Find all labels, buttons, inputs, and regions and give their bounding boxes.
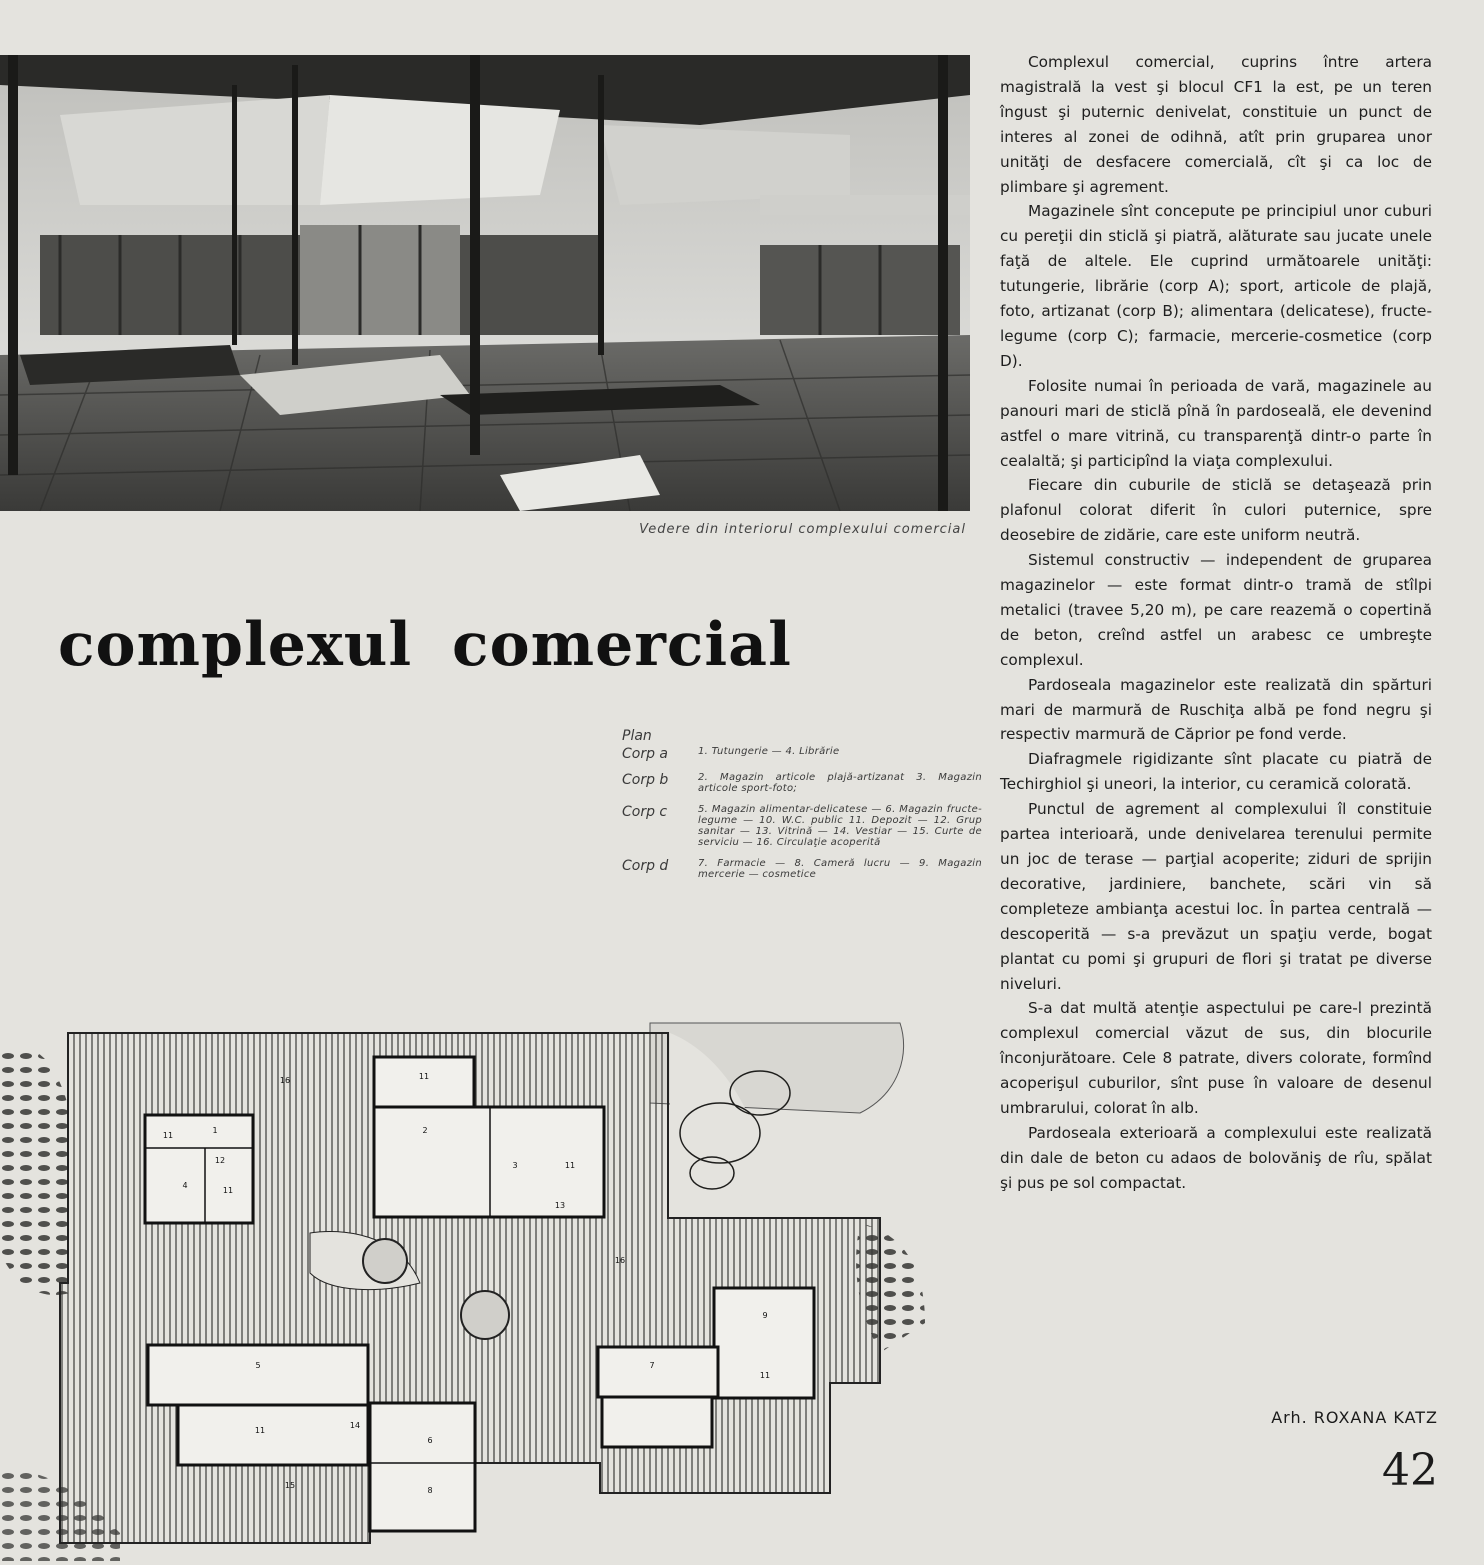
legend-corp: Corp c bbox=[622, 804, 668, 820]
article-paragraph: Punctul de agrement al complexului îl constituie partea interioară, unde denivelarea terenului permite un joc de terase — parţial acoperite; ziduri de sprijin decorative, jardiniere, banchete, scări vin să completeze ambianţa acestui loc. În partea centrală — descoperită — s-a prevăzut un spaţiu verde, bogat plantat cu pomi şi grupuri de flori şi tratat pe diverse niveluri. bbox=[1000, 800, 1432, 993]
article-paragraph: Magazinele sînt concepute pe principiul unor cuburi cu pereţii din sticlă şi piatră, alăturate sau jucate unele faţă de altele. Ele cuprind următoarele unităţi: tutungerie, librărie (corp A); sport, articole de plajă, foto, artizanat (corp B); alimentara (delicatese), fructe-legume (corp C); farmacie, mercerie-cosmetice (corp D). bbox=[1000, 202, 1432, 370]
legend-corp: Corp d bbox=[622, 858, 669, 874]
plan-room-label: 11 bbox=[759, 1371, 771, 1380]
site-plan-drawing bbox=[0, 993, 925, 1561]
plan-room-label: 6 bbox=[427, 1436, 433, 1445]
legend-row bbox=[622, 746, 982, 762]
article-paragraph: Pardoseala exterioară a complexului este realizată din dale de beton cu adaos de bolovăniş de rîu, spălat şi pus pe sol compactat. bbox=[1000, 1123, 1432, 1192]
legend-description: 2. Magazin articole plajă-artizanat 3. Magazin articole sport-foto; bbox=[698, 772, 982, 794]
plan-room-label: 13 bbox=[554, 1201, 566, 1210]
plan-room-label: 11 bbox=[222, 1186, 234, 1195]
photo-caption: Vedere din interiorul complexului comercial bbox=[639, 522, 966, 537]
plan-room-label: 11 bbox=[254, 1426, 266, 1435]
legend-description: 5. Magazin alimentar-delicatese — 6. Magazin fructe-legume — 10. W.C. public 11. Depozit — 12. Grup sanitar — 13. Vitrină — 14. Vestiar — 15. Curte de serviciu — 16. Circulaţie acoperită bbox=[698, 804, 982, 848]
plan-room-label: 1 bbox=[212, 1126, 218, 1135]
legend-row bbox=[622, 804, 982, 848]
plan-room-label: 3 bbox=[512, 1161, 518, 1170]
article-paragraph: Folosite numai în perioada de vară, magazinele au panouri mari de sticlă pînă în pardoseală, ele devenind astfel o mare vitrină, cu transparenţă dintr-o parte în cealaltă; şi participînd la viaţa complexului. bbox=[1000, 376, 1432, 470]
plan-room-label: 12 bbox=[214, 1156, 226, 1165]
plan-room-label: 4 bbox=[182, 1181, 188, 1190]
legend-description: 1. Tutungerie — 4. Librărie bbox=[698, 746, 840, 757]
photo-illustration bbox=[0, 55, 970, 511]
plan-room-label: 11 bbox=[162, 1131, 174, 1140]
legend-row bbox=[622, 858, 982, 880]
plan-room-label: 11 bbox=[564, 1161, 576, 1170]
article-paragraph: S-a dat multă atenţie aspectului pe care-l prezintă complexul comercial văzut de sus, din blocurile înconjurătoare. Cele 8 patrate, divers colorate, formînd acoperişul cuburilor, sînt puse în valoare de desenul umbrarului, colorat în alb. bbox=[1000, 999, 1432, 1118]
plan-room-label: 5 bbox=[255, 1361, 261, 1370]
plan-room-label: 7 bbox=[649, 1361, 655, 1370]
legend-corp: Corp a bbox=[622, 746, 669, 762]
page-number: 42 bbox=[1382, 1445, 1438, 1496]
author-signature: Arh. ROXANA KATZ bbox=[1271, 1408, 1438, 1427]
article-paragraph: Pardoseala magazinelor este realizată din spărturi mari de marmură de Ruschiţa albă pe fond negru şi respectiv marmură de Căprior pe fond verde. bbox=[1000, 675, 1432, 744]
page-title: complexul comercial bbox=[58, 610, 792, 680]
article-paragraph: Sistemul constructiv — independent de gruparea magazinelor — este format dintr-o tramă de stîlpi metalici (travee 5,20 m), pe care reazemă o copertină de beton, creînd astfel un arabesc ce umbreşte complexul. bbox=[1000, 551, 1432, 669]
plan-room-label: 16 bbox=[614, 1256, 626, 1265]
article-paragraph: Diafragmele rigidizante sînt placate cu piatră de Techirghiol şi uneori, la interior, cu ceramică colorată. bbox=[1000, 750, 1432, 794]
legend-row bbox=[622, 772, 982, 794]
plan-room-label: 8 bbox=[427, 1486, 433, 1495]
plan-legend bbox=[622, 728, 982, 890]
plan-room-label: 2 bbox=[422, 1126, 428, 1135]
plan-room-label: 16 bbox=[279, 1076, 291, 1085]
plan-room-label: 9 bbox=[762, 1311, 768, 1320]
plan-room-label: 14 bbox=[349, 1421, 361, 1430]
legend-heading: Plan bbox=[622, 728, 652, 744]
legend-description: 7. Farmacie — 8. Cameră lucru — 9. Magazin mercerie — cosmetice bbox=[698, 858, 982, 880]
article-text bbox=[1000, 50, 1432, 1196]
site-plan-svg bbox=[0, 993, 925, 1561]
plan-room-label: 15 bbox=[284, 1481, 296, 1490]
article-paragraph: Fiecare din cuburile de sticlă se detaşează prin plafonul colorat diferit în culori puternice, spre deosebire de zidărie, care este uniform neutră. bbox=[1000, 476, 1432, 545]
photo-interior-view bbox=[0, 55, 970, 511]
plan-room-label: 11 bbox=[418, 1072, 430, 1081]
legend-corp: Corp b bbox=[622, 772, 669, 788]
article-paragraph: Complexul comercial, cuprins între artera magistrală la vest şi blocul CF1 la est, pe un teren îngust şi puternic denivelat, constituie un punct de interes al zonei de odihnă, atît prin gruparea unor unităţi de desfacere comercială, cît şi ca loc de plimbare şi agrement. bbox=[1000, 53, 1432, 196]
